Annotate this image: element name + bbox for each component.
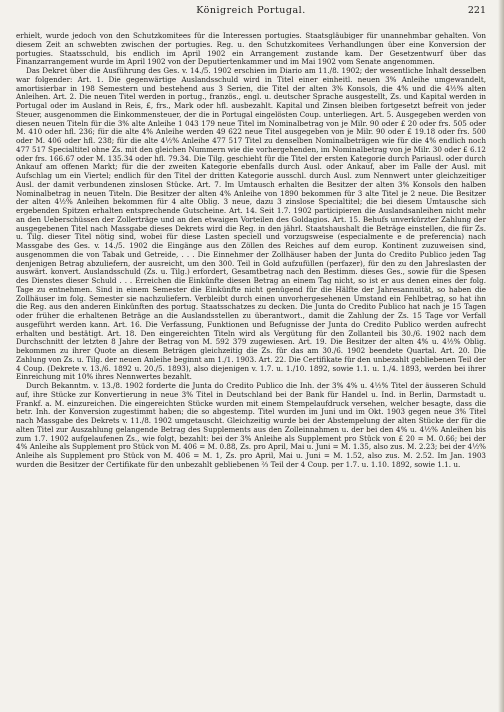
paragraph-3: Durch Bekanntm. v. 13./8. 1902 forderte die Junta do Credito Publico die Inh. der 3% 4% u. 4½% Titel der äusseren Schuld auf, ihre Stücke zur Konvertierung in neue 3% Titel in Deutschland bei der Bank für Handel u. Ind. in Berlin, Darmstadt u. Frankf. a. M. einzureichen. Die eingereichten Stücke wurden mit einem Stempelaufdruck versehen, welcher besagte, dass die betr. Inh. der Konversion zugestimmt haben; die so abgestemp. Titel wurden im Juni und im Okt. 1903 gegen neue 3% Titel nach Massgabe des Dekrets v. 11./8. 1902 umgetauscht. Gleichzeitig wurde bei der Abstempelung der alten Stücke der für die alten Titel zur Auszahlung gelangende Betrag des Supplements aus den Zolleinnahmen u. der bei den 4% u. 4½% Anleihen bis zum 1.7. 1902 aufgelaufenen Zs., wie folgt, bezahlt: bei der 3% Anleihe als Supplement pro Stück von £ 20 = M. 0.66; bei der 4% Anleihe als Supplement pro Stück von M. 406 = M. 0.88, Zs. pro April, Mai u. Juni = M. 1.35, also zus. M. 2.23; bei der 4½% Anleihe als Supplement pro Stück von M. 406 = M. 1, Zs. pro April, Mai u. Juni = M. 1.52, also zus. M. 2.52. Im Jan. 1903 wurden die Besitzer der Certifikate für den unbezahlt gebliebenen ⅔ Teil der 4 Coup. per 1.7. u. 1.10. 1892, sowie 1.1. u. xyxy=(16,381,486,469)
body-text xyxy=(16,32,486,470)
page-number: 221 xyxy=(467,5,486,16)
page-header xyxy=(16,2,486,32)
book-spine-edge xyxy=(498,0,504,712)
running-title: Königreich Portugal. xyxy=(196,5,306,16)
paragraph-2: Das Dekret über die Ausführung des Ges. v. 14./5. 1902 erschien im Diario am 11./8. 1902; der wesentliche Inhalt desselben war folgender: Art. 1. Die gegenwärtige Auslandsschuld wird in Titel einer einheitl. neuen 3% Anleihe umgewandelt, amortisierbar in 198 Semestern und bestehend aus 3 Serien, die Titel der alten 3% Konsols, die 4% und die 4½% alten Anleihen. Art. 2. Die neuen Titel werden in portug., französ., engl. u. deutscher Sprache ausgestellt, Zs. und Kapital werden in Portugal oder im Ausland in Reis, £, frs., Mark oder hfl. ausbezahlt. Kapital und Zinsen bleiben fortgesetzt befreit von jeder Steuer, ausgenommen die Einkommensteuer, der die in Portugal eingelösten Coup. unterliegen. Art. 5. Ausgegeben werden von diesen neuen Titeln für die 3% alte Anleihe 1 043 179 neue Titel im Nominalbetrag von je Milr. 90 oder £ 20 oder frs. 505 oder M. 410 oder hfl. 236; für die alte 4% Anleihe werden 49 622 neue Titel ausgegeben von je Milr. 90 oder £ 19.18 oder frs. 500 oder M. 406 oder hfl. 238; für die alte 4½% Anleihe 477 517 Titel zu denselben Nominalbeträgen wie für die 4% endlich noch 477 517 Specialtitel ohne Zs. mit den gleichen Nummern wie die vorhergehenden, im Nominalbetrag von je Milr. 30 oder £ 6.12 oder frs. 166.67 oder M. 135.34 oder hfl. 79.34. Die Tilg. geschieht für die Titel der ersten Kategorie durch Pariausl. oder durch Ankauf am offenen Markt; für die der zweiten Kategorie ebenfalls durch Ausl. oder Ankauf, aber im Falle der Ausl. mit Aufschlag um ein Viertel; endlich für den Titel der dritten Kategorie ausschl. durch Ausl. zum Nennwert unter gleichzeitiger Ausl. der damit verbundenen zinslosen Stücke. Art. 7. Im Umtausch erhalten die Besitzer der alten 3% Konsols den halben Nominalbetrag in neuen Titeln. Die Besitzer der alten 4% Anleihe von 1890 bekommen für 3 alte Titel je 2 neue. Die Besitzer der alten 4½% Anleihen bekommen für 4 alte Oblig. 3 neue, dazu 3 zinslose Specialtitel; die bei diesem Umtausche sich ergebenden Spitzen erhalten entsprechende Gutscheine. Art. 14. Seit 1.7. 1902 participieren die Auslandsanleihen nicht mehr an den Ueberschüssen der Zollerträge und an den etwaigen Vorteilen des Goldagios. Art. 15. Behufs unverkürzter Zahlung der ausgegebenen Titel nach Massgabe dieses Dekrets wird die Reg. in den jährl. Staatshaushalt die Beträge einstellen, die für Zs. u. Tilg. dieser Titel nötig sind, wobei für diese Lasten speciell und vorzugsweise (especialmente e de preferencia) nach Massgabe des Ges. v. 14./5. 1902 die Eingänge aus den Zöllen des Reiches auf dem europ. Kontinent zuzuweisen sind, ausgenommen die von Tabak und Getreide, . . . Die Einnehmer der Zollhäuser haben der Junta do Credito Publico jeden Tag denjenigen Betrag abzuliefern, der ausreicht, um den 300. Teil in Gold aufzufüllen (perfazer), für den zu den Jahreslasten der auswärt. konvert. Auslandsschuld (Zs. u. Tilg.) erfordert, Gesamtbetrag nach den Bestimm. dieses Ges., sowie für die Spesen des Dienstes dieser Schuld . . . Erreichen die Einkünfte diesen Betrag an einem Tag nicht, so ist er aus denen eines der folg. Tage zu entnehmen. Sind in einem Semester die Einkünfte nicht genügend für die Hälfte der Jahresannuität, so haben die Zollhäuser im folg. Semester sie nachzuliefern. Verbleibt durch einen unvorhergesehenen Umstand ein Fehlbetrag, so hat ihn die Reg. aus den anderen Einkünften des portug. Staatsschatzes zu decken. Die Junta do Credito Publico hat nach je 15 Tagen oder früher die erhaltenen Beträge an die Auslandsstellen zu überantwort., damit die Zahlung der Zs. 15 Tage vor Verfall ausgeführt werden kann. Art. 16. Die Verfassung, Funktionen und Befugnisse der Junta do Credito Publico werden aufrecht erhalten und bestätigt. Art. 18. Den eingereichten Titeln wird als Vergütung für den Zollanteil bis 30./6. 1902 nach dem Durchschnitt der letzten 8 Jahre der Betrag von M. 592 379 zugewiesen. Art. 19. Die Besitzer der alten 4% u. 4½% Oblig. bekommen zu ihrer Quote an diesem Beträgen gleichzeitig die Zs. für das am 30./6. 1902 beendete Quartal. Art. 20. Die Zahlung von Zs. u. Tilg. der neuen Anleihe beginnt am 1./1. 1903. Art. 22. Die Certifikate für den unbezahlt gebliebenen Teil der 4 Coup. (Dekrete v. 13./6. 1892 u. 20./5. 1893), also diejenigen v. 1.7. u. 1./10. 1892, sowie 1.1. u. 1./4. 1893, werden bei ihrer Einreichung mit 10% ihres Nennwertes bezahlt. xyxy=(16,66,486,382)
paragraph-1: erhielt, wurde jedoch von den Schutzkomitees für die Interessen portugies. Staatsgläubiger für unannehmbar gehalten. Von diesem Zeit an schwebten zwischen der portugies. Reg. u. den Schutzkomitees Verhandlungen über eine Konversion der portugies. Staatsschuld, bis endlich im April 1902 ein Arrangement zustande kam. Der Gesetzentwurf über das Finanzarrangement wurde im April 1902 von der Deputiertenkammer und im Mai 1902 vom Senate angenommen. xyxy=(16,31,486,67)
